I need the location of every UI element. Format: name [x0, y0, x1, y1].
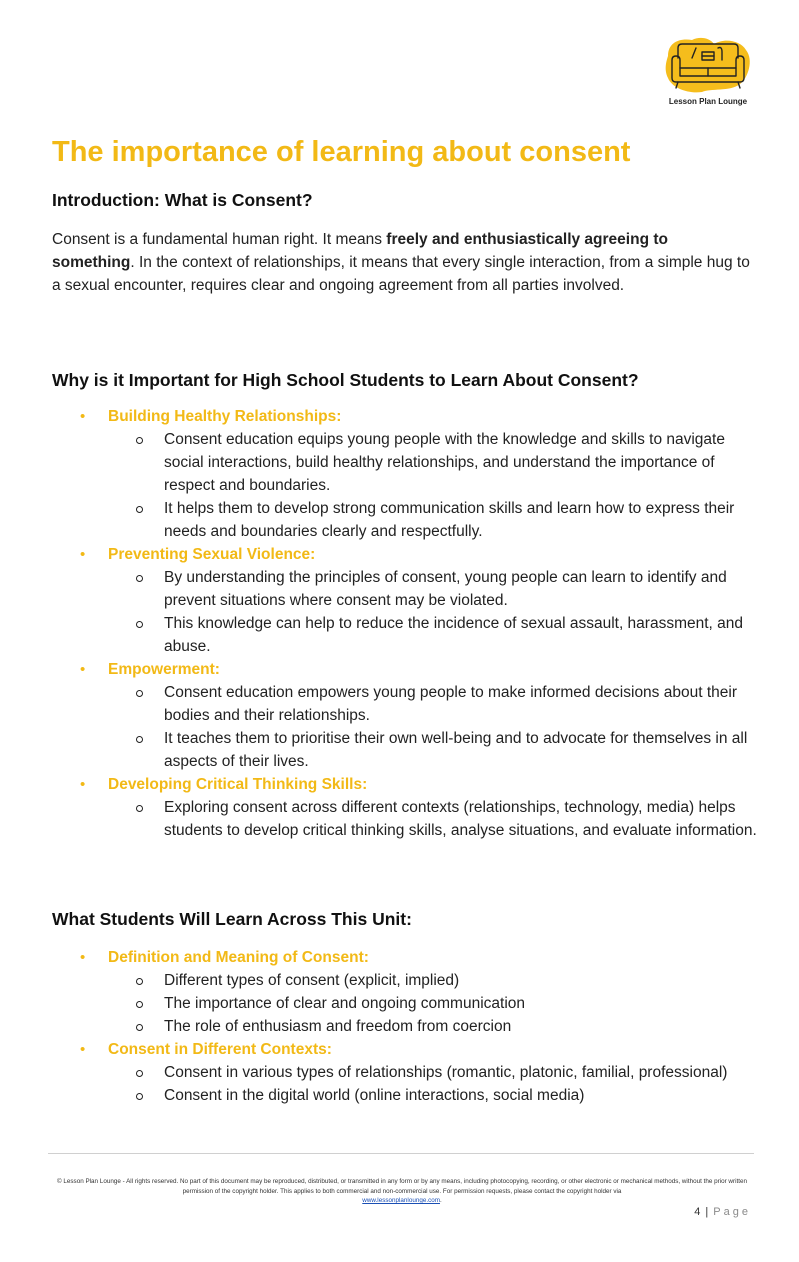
- sub-list-item: [52, 1061, 757, 1084]
- brand-logo: [658, 36, 758, 110]
- sub-item-text: The importance of clear and ongoing communication: [164, 995, 526, 1012]
- list-item: [52, 773, 757, 796]
- sub-list-item: [52, 992, 757, 1015]
- sub-list-item: [52, 428, 757, 497]
- sub-list-item: [52, 681, 757, 727]
- sub-list-item: [52, 969, 757, 992]
- circle-bullet-icon: [136, 437, 143, 444]
- circle-bullet-icon: [136, 1024, 143, 1031]
- bullet-icon: •: [80, 408, 86, 425]
- bullet-icon: •: [80, 949, 86, 966]
- sub-list-item: [52, 497, 757, 543]
- sub-item-text: The role of enthusiasm and freedom from coercion: [164, 1018, 512, 1035]
- bullet-icon: •: [80, 1041, 86, 1058]
- list-item: [52, 1038, 757, 1061]
- circle-bullet-icon: [136, 1001, 143, 1008]
- sub-item-text: By understanding the principles of consent, young people can learn to identify and prevent situations where consent may be violated.: [164, 569, 727, 609]
- sub-item-text: Consent education empowers young people to make informed decisions about their bodies and their relationships.: [164, 684, 737, 724]
- sub-list-item: [52, 796, 757, 842]
- bullet-label: Empowerment:: [108, 661, 220, 678]
- list-item: [52, 405, 757, 428]
- circle-bullet-icon: [136, 575, 143, 582]
- sub-list-item: [52, 1084, 757, 1107]
- link-suffix: .: [439, 1197, 442, 1204]
- page-word: Page: [713, 1206, 751, 1218]
- bullet-label: Building Healthy Relationships:: [108, 408, 342, 425]
- copyright-footer: [52, 1177, 752, 1206]
- circle-bullet-icon: [136, 506, 143, 513]
- bullet-label: Definition and Meaning of Consent:: [108, 949, 369, 966]
- sub-item-text: Different types of consent (explicit, implied): [164, 972, 460, 989]
- sub-item-text: Exploring consent across different contexts (relationships, technology, media) helps students to develop critical thinking skills, analyse situations, and evaluate information.: [164, 799, 757, 839]
- sub-list-item: [52, 727, 757, 773]
- why-heading: Why is it Important for High School Students to Learn About Consent?: [52, 370, 639, 390]
- bullet-label: Developing Critical Thinking Skills:: [108, 776, 368, 793]
- sub-item-text: It teaches them to prioritise their own well-being and to advocate for themselves in all aspects of their lives.: [164, 730, 748, 770]
- sub-item-text: Consent in the digital world (online interactions, social media): [164, 1087, 585, 1104]
- circle-bullet-icon: [136, 1070, 143, 1077]
- circle-bullet-icon: [136, 621, 143, 628]
- list-item: [52, 658, 757, 681]
- circle-bullet-icon: [136, 805, 143, 812]
- sub-list-item: [52, 612, 757, 658]
- page-separator: |: [705, 1206, 710, 1218]
- website-link[interactable]: www.lessonplanlounge.com: [362, 1197, 440, 1204]
- list-item: [52, 543, 757, 566]
- intro-bold-text: freely and enthusiastically agreeing to something: [52, 231, 668, 271]
- sub-list-item: [52, 1015, 757, 1038]
- bullet-icon: •: [80, 776, 86, 793]
- page-number-value: 4: [694, 1206, 702, 1218]
- intro-paragraph: [52, 228, 752, 297]
- sub-item-text: It helps them to develop strong communication skills and learn how to express their needs and boundaries clearly and respectfully.: [164, 500, 735, 540]
- bullet-icon: •: [80, 546, 86, 563]
- page-title: The importance of learning about consent: [52, 136, 631, 168]
- circle-bullet-icon: [136, 1093, 143, 1100]
- learn-heading: What Students Will Learn Across This Unit:: [52, 909, 412, 929]
- bullet-label: Consent in Different Contexts:: [108, 1041, 332, 1058]
- page-number: [694, 1206, 751, 1218]
- list-item: [52, 946, 757, 969]
- sofa-logo-icon: [662, 36, 754, 94]
- intro-heading: Introduction: What is Consent?: [52, 190, 313, 210]
- intro-text-before: Consent is a fundamental human right. It means: [52, 231, 387, 248]
- circle-bullet-icon: [136, 736, 143, 743]
- intro-text-after: . In the context of relationships, it means that every single interaction, from a simple hug to a sexual encounter, requires clear and ongoing agreement from all parties involved.: [52, 254, 750, 294]
- sub-item-text: This knowledge can help to reduce the incidence of sexual assault, harassment, and abuse.: [164, 615, 744, 655]
- why-list: [52, 405, 757, 842]
- bullet-label: Preventing Sexual Violence:: [108, 546, 316, 563]
- sub-item-text: Consent in various types of relationships (romantic, platonic, familial, professional): [164, 1064, 728, 1081]
- footer-divider: [48, 1153, 754, 1154]
- circle-bullet-icon: [136, 978, 143, 985]
- bullet-icon: •: [80, 661, 86, 678]
- circle-bullet-icon: [136, 690, 143, 697]
- copyright-text: © Lesson Plan Lounge - All rights reserved. No part of this document may be reproduced, distributed, or transmitted in any form or by any means, including photocopying, recording, or other electronic or mechanical methods, without the prior written permission of the copyright holder. This applies to both commercial and non-commercial use. For permission requests, please contact the copyright holder via: [57, 1178, 747, 1195]
- learn-list: [52, 946, 757, 1107]
- logo-text: Lesson Plan Lounge: [668, 97, 748, 106]
- sub-list-item: [52, 566, 757, 612]
- sub-item-text: Consent education equips young people with the knowledge and skills to navigate social interactions, build healthy relationships, and understand the importance of respect and boundaries.: [164, 431, 725, 494]
